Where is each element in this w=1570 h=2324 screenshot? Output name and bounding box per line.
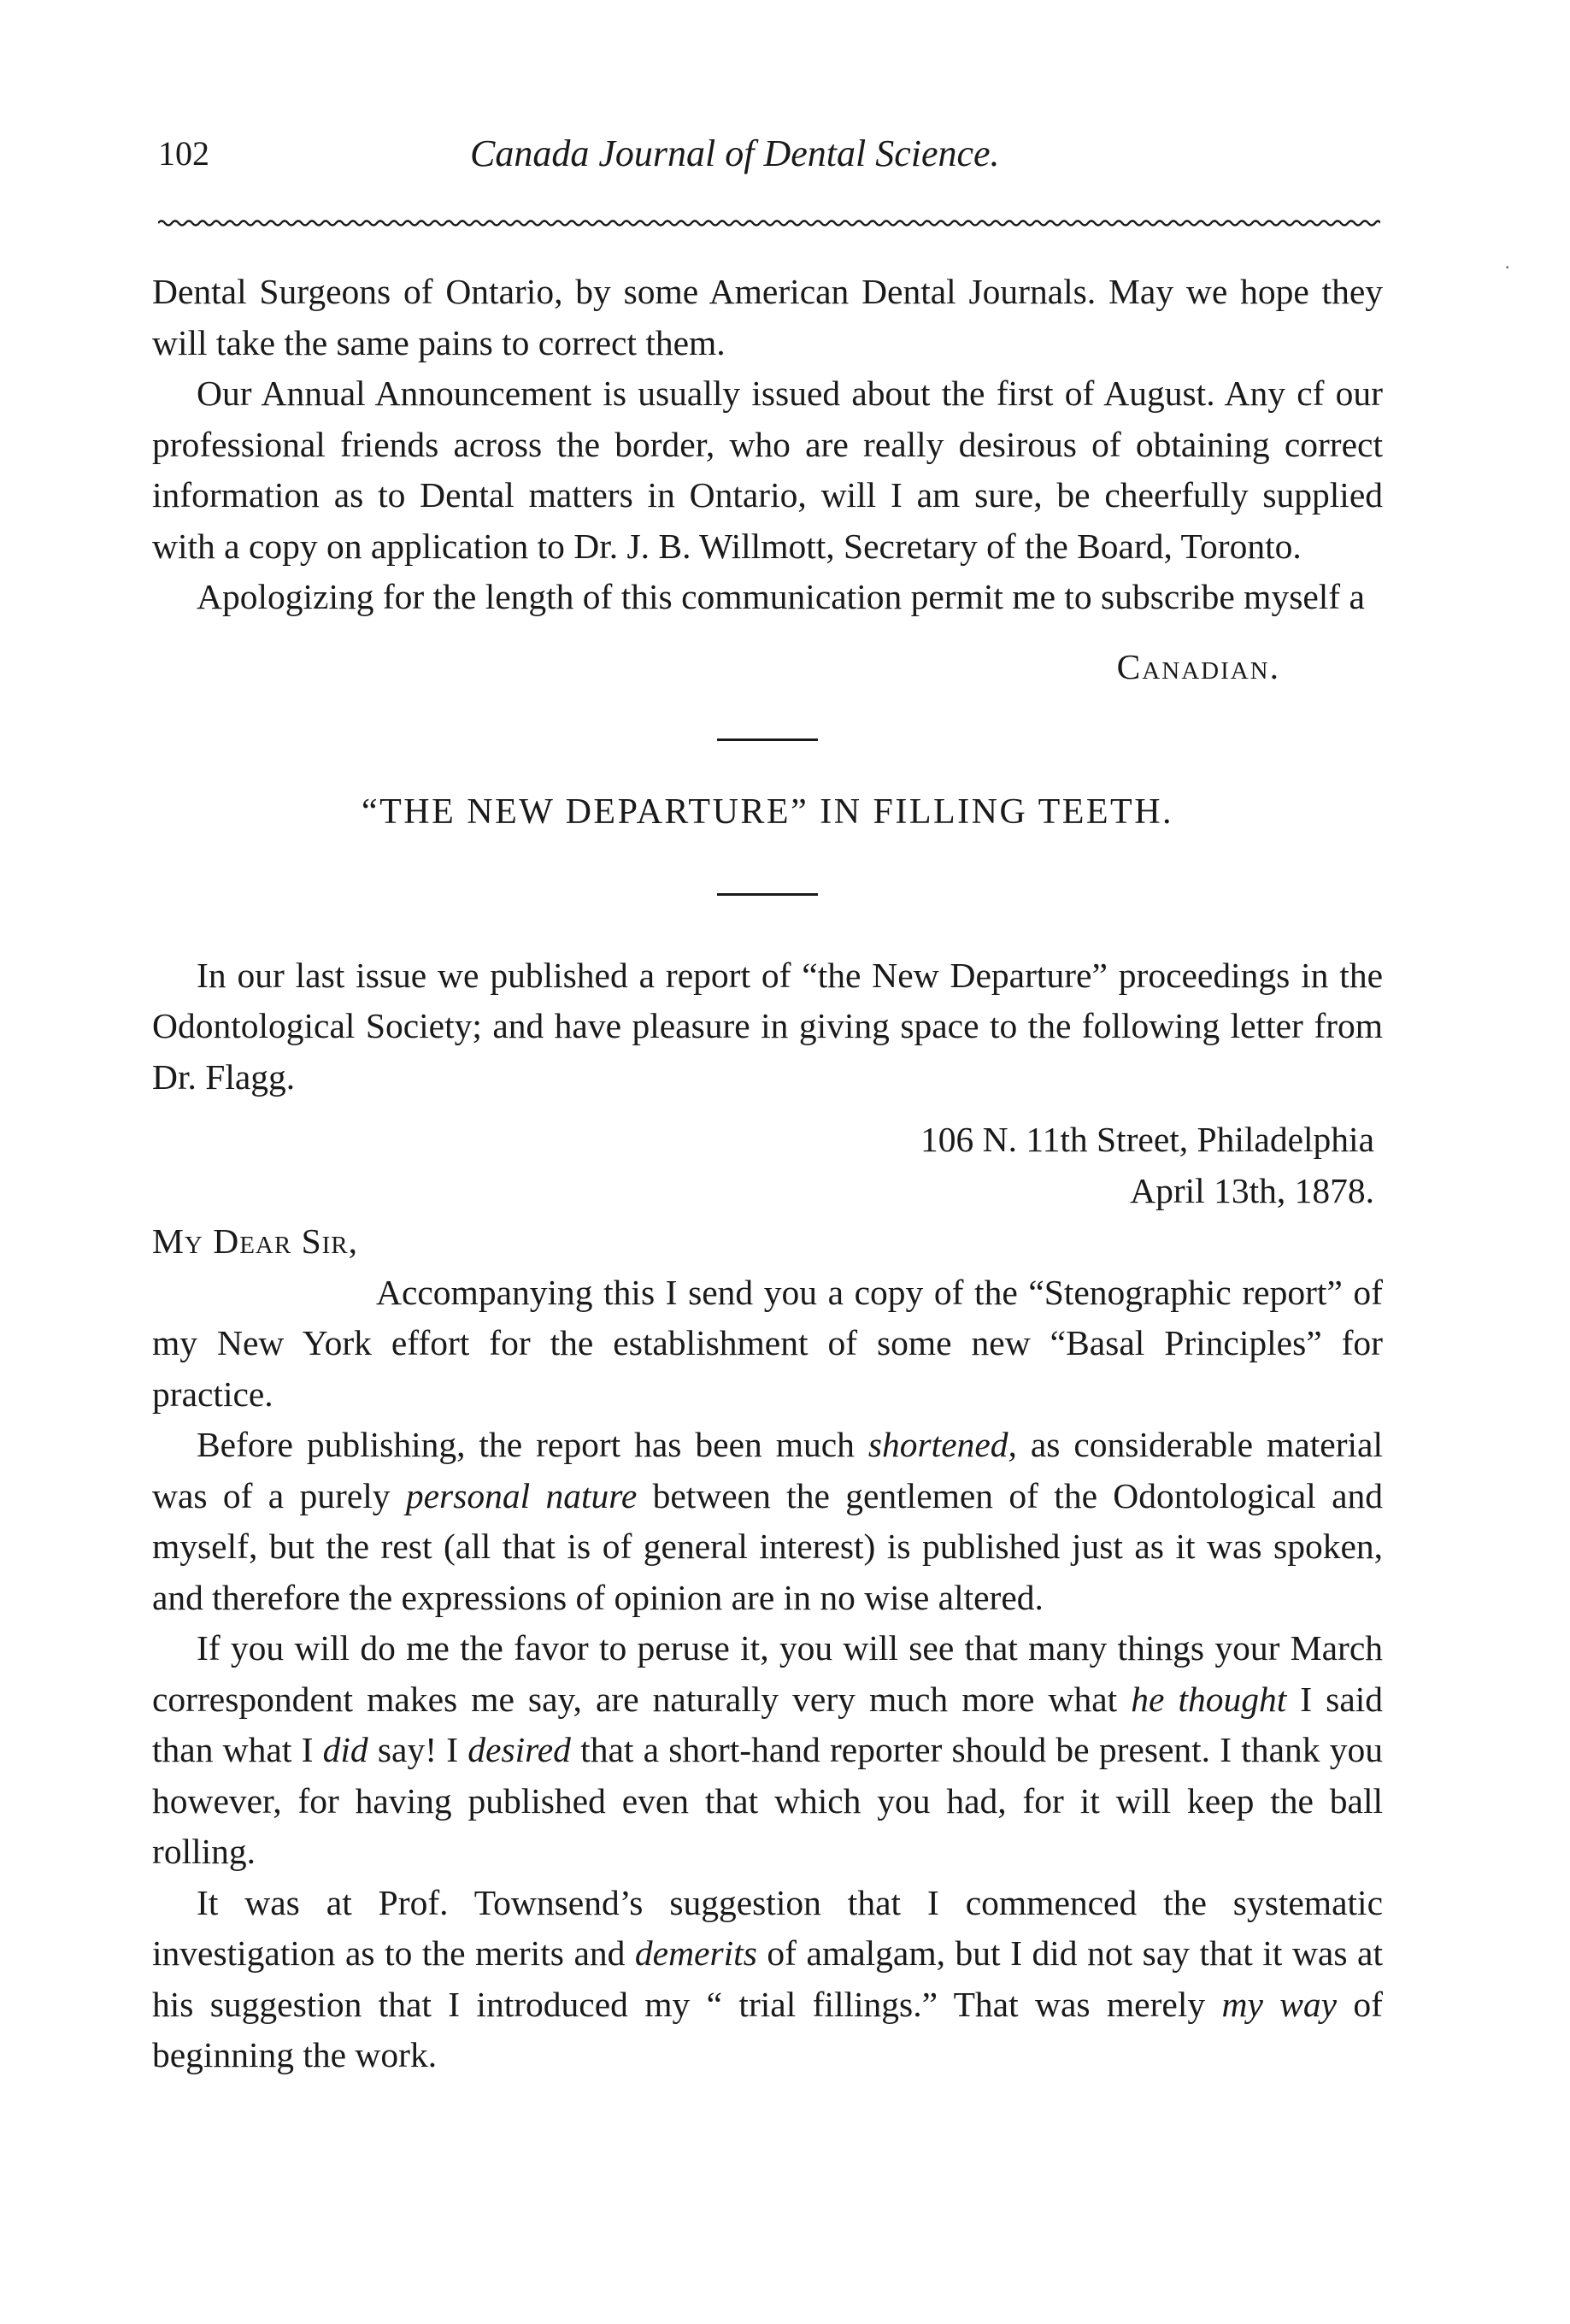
section-divider-rule	[717, 738, 818, 741]
p3-emphasis-desired: desired	[467, 1730, 571, 1769]
p2-emphasis-personal-nature: personal nature	[405, 1475, 638, 1515]
title-divider-rule	[717, 893, 818, 896]
p4-emphasis-my-way: my way	[1221, 1984, 1338, 2024]
p4-text-b: of amalgam, but I did not say that it was at his suggestion that I introduced my “ trial fillings.” That was merely	[152, 1933, 1383, 2024]
letter-paragraph-1: Accompanying this I send you a copy of the “Stenographic report” of my New York effort for the establishment of some new “Basal Principles” for practice.	[152, 1272, 1383, 1414]
scan-speck: ·	[1504, 256, 1511, 278]
p4-emphasis-demerits: demerits	[634, 1933, 757, 1973]
letter-date: April 13th, 1878.	[1130, 1170, 1374, 1210]
announcement-paragraph: Our Annual Announcement is usually issued about the first of August. Any cf our professional friends across the border, who are really desirous of obtaining correct information as to Dental matters in Ontario, will I am sure, be cheerfully supplied with a copy on application to Dr. J. B. Willmott, Secretary of the Board, Toronto.	[152, 374, 1383, 566]
p3-emphasis-he-thought: he thought	[1131, 1679, 1287, 1719]
letter-paragraph-4	[152, 1878, 1383, 2081]
running-title: Canada Journal of Dental Science.	[470, 132, 1000, 174]
p3-text-b: I said than what I	[152, 1679, 1384, 1769]
p2-emphasis-shortened: shortened,	[867, 1425, 1017, 1464]
letter-continuation-paragraph: Dental Surgeons of Ontario, by some American Dental Journals. May we hope they will take the same pains to correct them.	[152, 272, 1383, 362]
article-intro-paragraph: In our last issue we published a report of “the New Departure” proceedings in the Odontological Society; and have pleasure in giving space to the following letter from Dr. Flagg.	[152, 955, 1383, 1097]
article-title: “THE NEW DEPARTURE” IN FILLING TEETH.	[361, 792, 1174, 832]
p3-text-d: that a short-hand reporter should be present. I thank you however, for having published even that which you had, for it will keep the ball rolling.	[152, 1730, 1383, 1871]
p2-text-b: as considerable material was of a purely	[152, 1425, 1383, 1515]
letter-signature: Canadian.	[1116, 646, 1280, 686]
p3-text-c: say! I	[368, 1730, 468, 1769]
closing-paragraph: Apologizing for the length of this communication permit me to subscribe myself a	[197, 577, 1365, 616]
p3-text-a: If you will do me the favor to peruse it, you will see that many things your March correspondent makes me say, are naturally very much more what	[152, 1628, 1383, 1719]
p3-emphasis-did: did	[322, 1730, 368, 1769]
p4-text-c: of beginning the work.	[152, 1984, 1384, 2074]
page-number: 102	[158, 134, 209, 173]
wavy-header-rule	[158, 218, 1380, 228]
page-body	[152, 267, 1383, 2081]
p2-text-a: Before publishing, the report has been much	[197, 1425, 868, 1464]
letter-paragraph-2	[152, 1420, 1383, 1623]
letter-salutation: My Dear Sir,	[152, 1221, 359, 1261]
p4-text-a: It was at Prof. Townsend’s suggestion that I commenced the systematic investigation as to the merits and	[152, 1882, 1383, 1973]
p2-text-c: between the gentlemen of the Odontological and myself, but the rest (all that is of general interest) is published just as it was spoken, and therefore the expressions of opinion are in no wise altered.	[152, 1475, 1383, 1617]
letter-paragraph-3	[152, 1623, 1383, 1878]
letter-address: 106 N. 11th Street, Philadelphia	[920, 1120, 1374, 1159]
page-header	[158, 128, 1380, 179]
